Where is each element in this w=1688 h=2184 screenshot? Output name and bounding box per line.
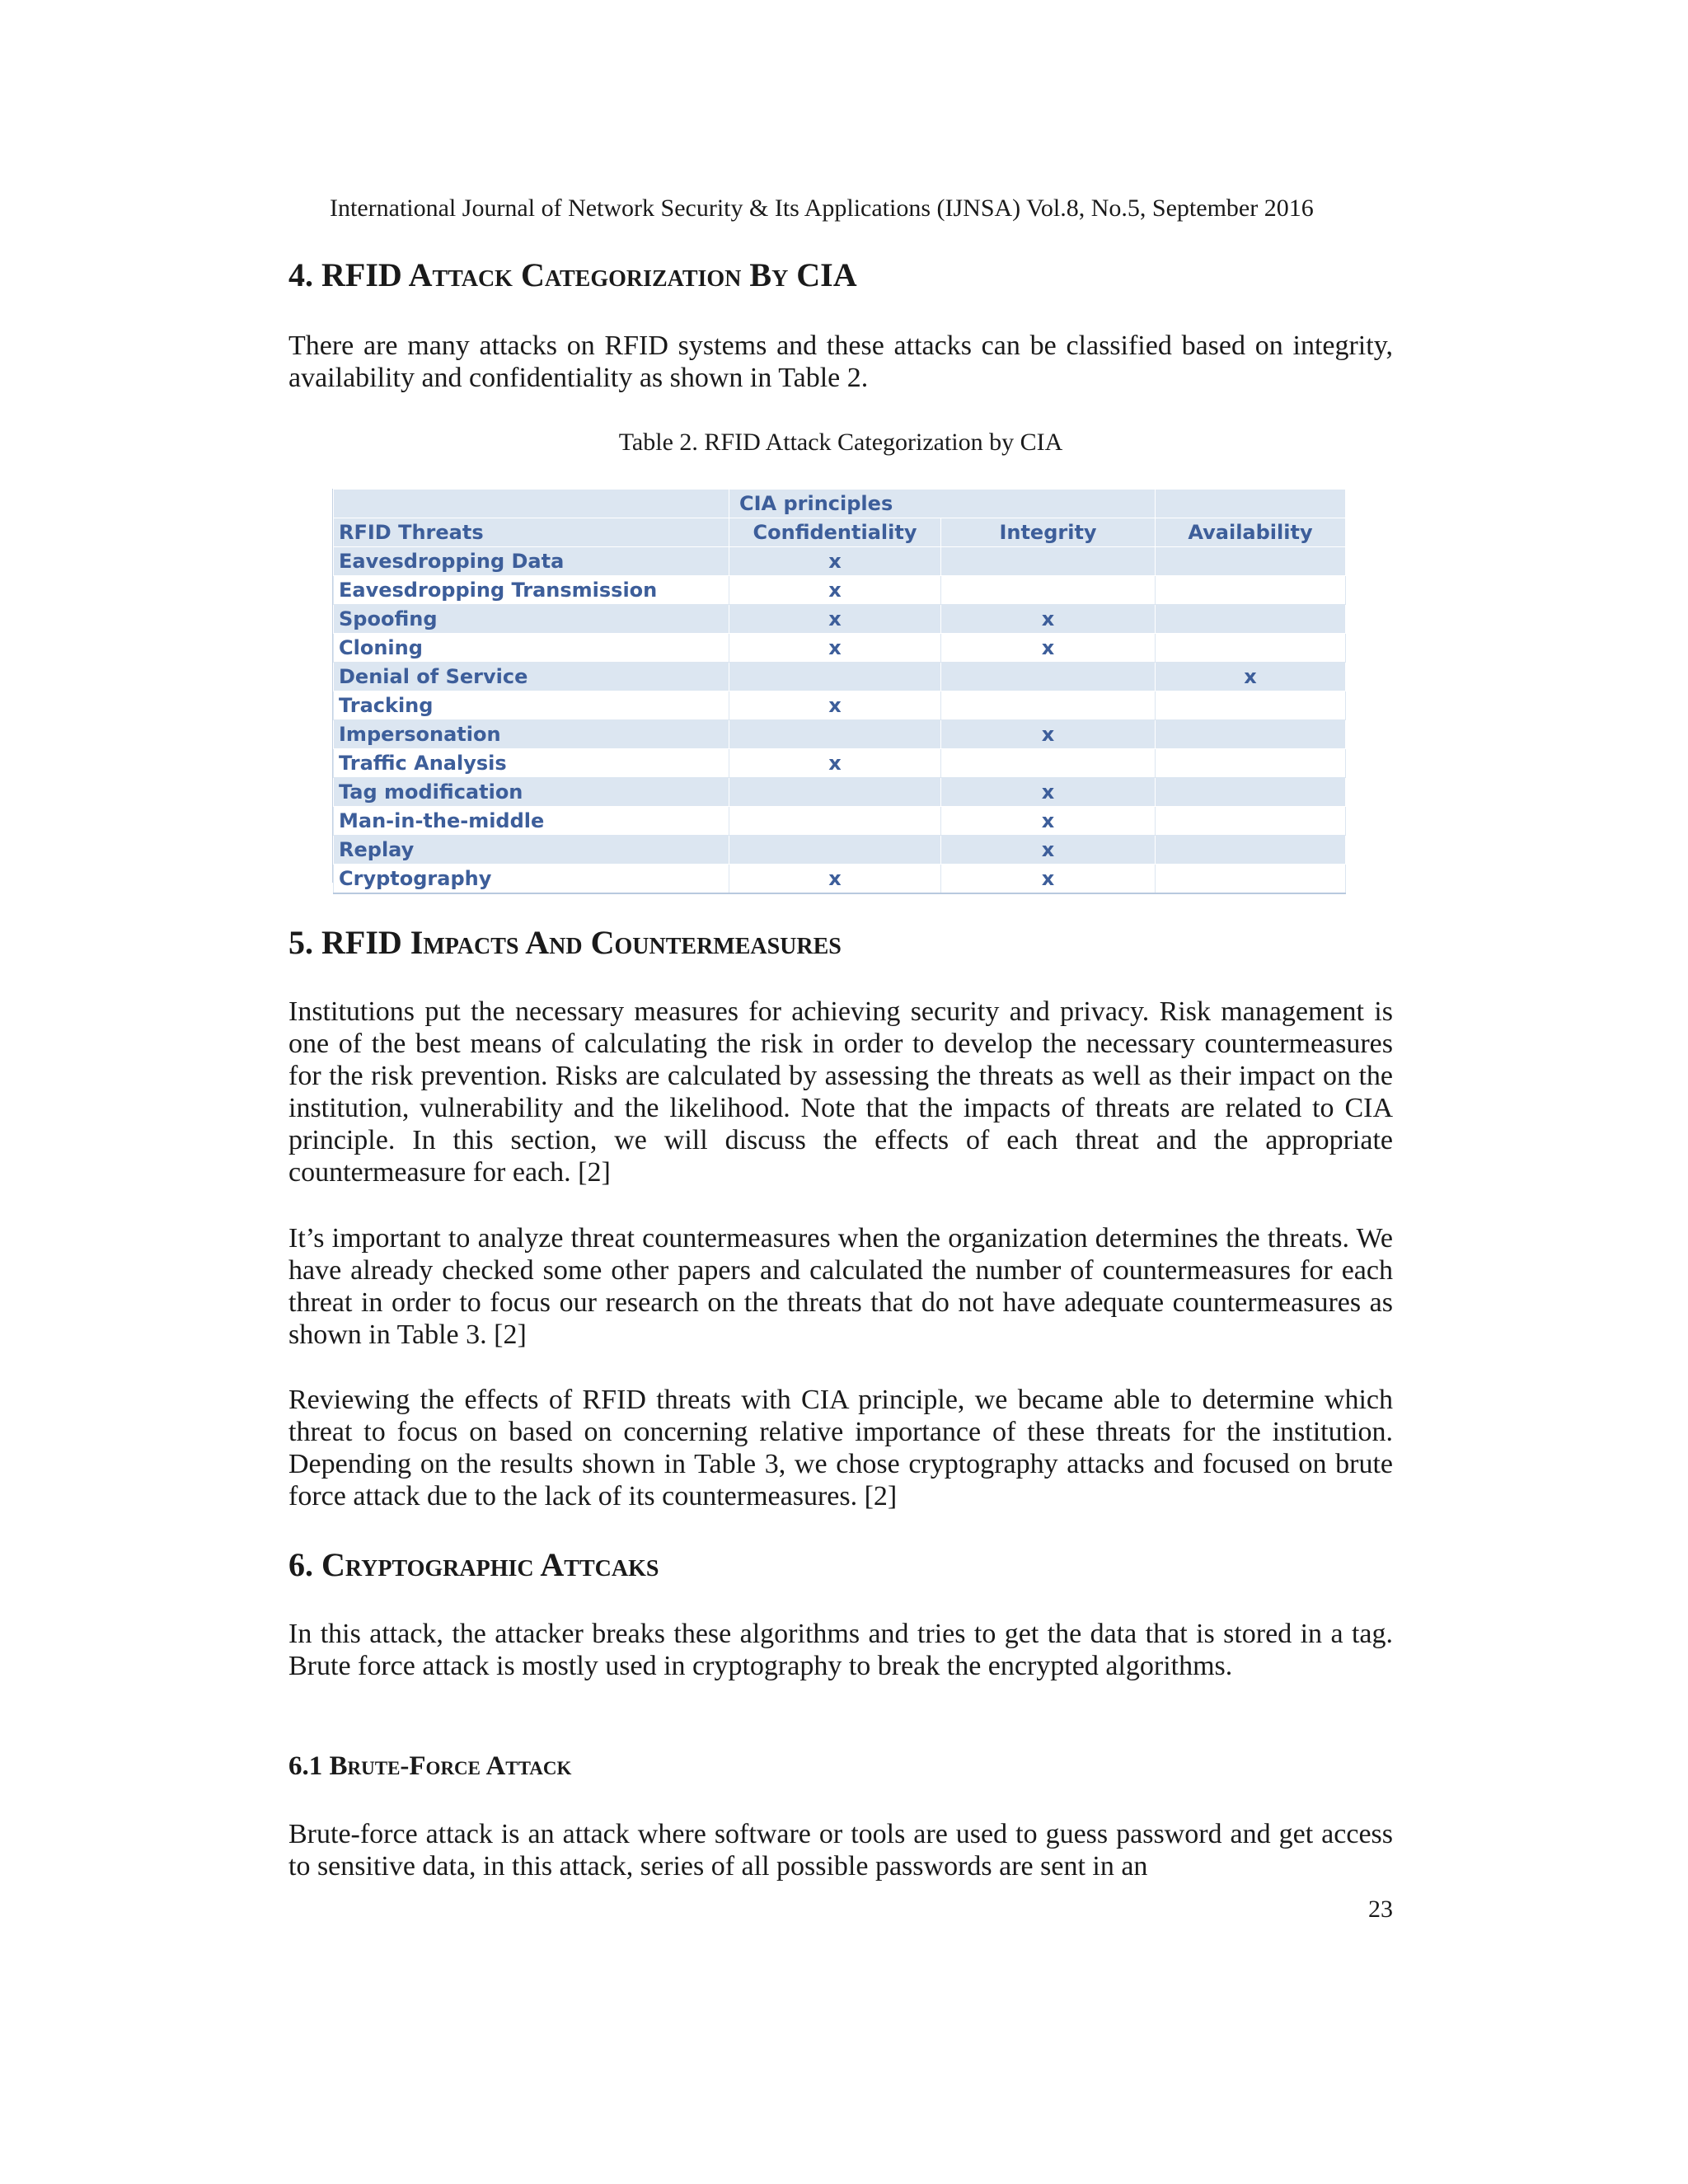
threat-name: Cloning: [334, 634, 729, 663]
table-row: [334, 865, 1346, 894]
confidentiality-mark: x: [729, 547, 941, 576]
availability-mark: [1156, 691, 1346, 720]
table-row: [334, 778, 1346, 807]
section-4-title: RFID Attack Categorization By CIA: [321, 256, 857, 293]
section-4-number: 4.: [288, 256, 313, 293]
column-header-integrity: Integrity: [941, 518, 1156, 547]
confidentiality-mark: x: [729, 576, 941, 605]
section-6-title: Cryptographic Attcaks: [321, 1546, 659, 1583]
table-row: [334, 691, 1346, 720]
cia-table: [333, 489, 1346, 894]
availability-mark: [1156, 807, 1346, 836]
integrity-mark: x: [941, 720, 1156, 749]
section-4-paragraph: There are many attacks on RFID systems and these attacks can be classified based on integrity, availability and confidentiality as shown in Table 2.: [288, 330, 1393, 393]
availability-mark: [1156, 836, 1346, 865]
confidentiality-mark: [729, 663, 941, 691]
section-5-title: RFID Impacts And Countermeasures: [321, 924, 842, 961]
availability-mark: [1156, 749, 1346, 778]
table-row: [334, 547, 1346, 576]
integrity-mark: x: [941, 836, 1156, 865]
availability-mark: [1156, 778, 1346, 807]
page-number: 23: [1368, 1896, 1393, 1923]
threat-name: Tag modification: [334, 778, 729, 807]
table-row: [334, 634, 1346, 663]
column-header-threats: RFID Threats: [334, 518, 729, 547]
confidentiality-mark: [729, 720, 941, 749]
table-row: [334, 720, 1346, 749]
availability-mark: [1156, 865, 1346, 894]
integrity-mark: x: [941, 605, 1156, 634]
section-5-number: 5.: [288, 924, 313, 961]
availability-mark: [1156, 720, 1346, 749]
integrity-mark: [941, 547, 1156, 576]
threat-name: Man-in-the-middle: [334, 807, 729, 836]
integrity-mark: [941, 691, 1156, 720]
table-header-empty: [1156, 490, 1346, 518]
cia-principles-header: CIA principles: [729, 490, 1156, 518]
integrity-mark: x: [941, 634, 1156, 663]
table-row: [334, 576, 1346, 605]
availability-mark: [1156, 576, 1346, 605]
section-6-1-number: 6.1: [288, 1751, 323, 1781]
section-6-paragraph: In this attack, the attacker breaks these algorithms and tries to get the data that is stored in a tag. Brute force attack is mostly used in cryptography to break the encrypted algorithms.: [288, 1619, 1393, 1681]
section-5-heading: [288, 923, 842, 962]
confidentiality-mark: [729, 807, 941, 836]
availability-mark: [1156, 605, 1346, 634]
confidentiality-mark: x: [729, 749, 941, 778]
section-6-1-heading: [288, 1751, 571, 1782]
section-4-heading: [288, 255, 857, 294]
integrity-mark: [941, 576, 1156, 605]
table-row: [334, 836, 1346, 865]
integrity-mark: x: [941, 807, 1156, 836]
confidentiality-mark: x: [729, 691, 941, 720]
table-header-empty: [334, 490, 729, 518]
confidentiality-mark: x: [729, 605, 941, 634]
table-header-row: [334, 518, 1346, 547]
threat-name: Eavesdropping Data: [334, 547, 729, 576]
availability-mark: [1156, 634, 1346, 663]
column-header-confidentiality: Confidentiality: [729, 518, 941, 547]
integrity-mark: [941, 663, 1156, 691]
threat-name: Traffic Analysis: [334, 749, 729, 778]
column-header-availability: Availability: [1156, 518, 1346, 547]
table-row: [334, 749, 1346, 778]
confidentiality-mark: x: [729, 865, 941, 894]
threat-name: Spoofing: [334, 605, 729, 634]
threat-name: Tracking: [334, 691, 729, 720]
integrity-mark: [941, 749, 1156, 778]
threat-name: Replay: [334, 836, 729, 865]
threat-name: Impersonation: [334, 720, 729, 749]
availability-mark: x: [1156, 663, 1346, 691]
table-row: [334, 663, 1346, 691]
table-row: [334, 807, 1346, 836]
integrity-mark: x: [941, 865, 1156, 894]
section-5-paragraph-1: Institutions put the necessary measures for achieving security and privacy. Risk management is one of the best means of calculating the risk in order to develop the necessary countermeasures for the risk prevention. Risks are calculated by assessing the threats as well as their impact on the institution, vulnerability and the likelihood. Note that the impacts of threats are related to CIA principle. In this section, we will discuss the effects of each threat and the appropriate countermeasure for each. [2]: [288, 996, 1393, 1188]
section-6-heading: [288, 1545, 659, 1584]
table-2-caption: Table 2. RFID Attack Categorization by CIA: [618, 429, 1063, 456]
threat-name: Cryptography: [334, 865, 729, 894]
threat-name: Denial of Service: [334, 663, 729, 691]
journal-header: International Journal of Network Security & Its Applications (IJNSA) Vol.8, No.5, September 2016: [330, 194, 1314, 222]
availability-mark: [1156, 547, 1346, 576]
confidentiality-mark: x: [729, 634, 941, 663]
section-6-1-title: Brute-Force Attack: [329, 1751, 572, 1781]
confidentiality-mark: [729, 778, 941, 807]
section-6-1-paragraph: Brute-force attack is an attack where software or tools are used to guess password and get access to sensitive data, in this attack, series of all possible passwords are sent in an: [288, 1819, 1393, 1882]
threat-name: Eavesdropping Transmission: [334, 576, 729, 605]
section-5-paragraph-3: Reviewing the effects of RFID threats with CIA principle, we became able to determine which threat to focus on based on concerning relative importance of these threats for the institution. Depending on the results shown in Table 3, we chose cryptography attacks and focused on brute force attack due to the lack of its countermeasures. [2]: [288, 1385, 1393, 1511]
section-6-number: 6.: [288, 1546, 313, 1583]
table-row: [334, 605, 1346, 634]
table-group-header-row: [334, 490, 1346, 518]
integrity-mark: x: [941, 778, 1156, 807]
confidentiality-mark: [729, 836, 941, 865]
section-5-paragraph-2: It’s important to analyze threat countermeasures when the organization determines the threats. We have already checked some other papers and calculated the number of countermeasures for each threat in order to focus our research on the threats that do not have adequate countermeasures as shown in Table 3. [2]: [288, 1223, 1393, 1350]
